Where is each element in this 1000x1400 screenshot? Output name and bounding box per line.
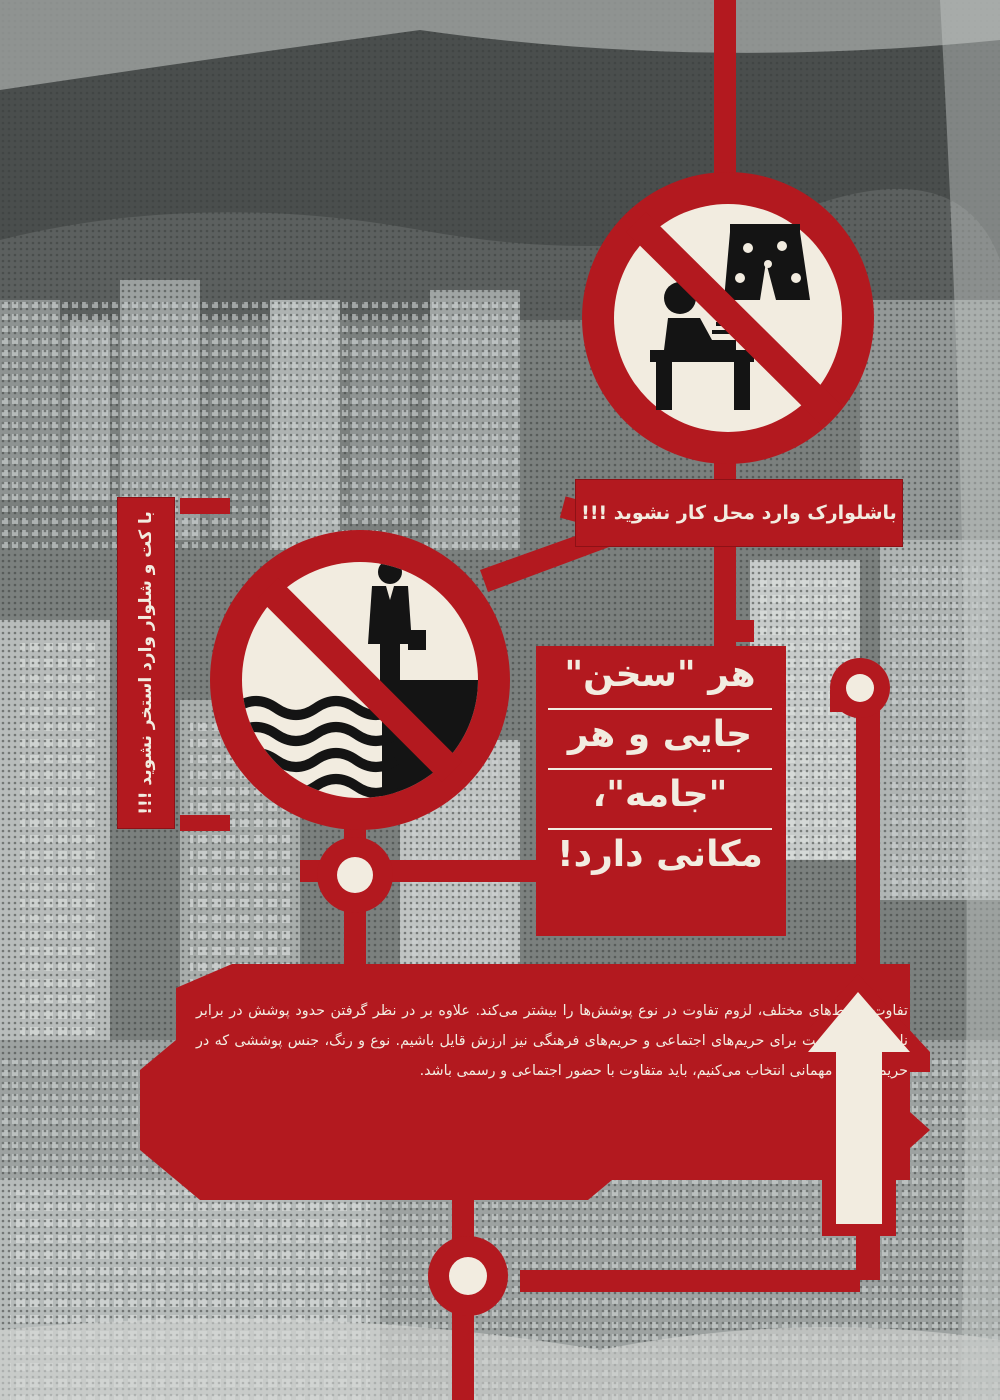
no-suit-at-pool-label bbox=[118, 498, 174, 828]
headline-line-4: مکانی دارد! bbox=[557, 834, 763, 875]
no-suit-at-pool-label-text: با کت و شلوار وارد استخر نشوید !!! bbox=[136, 511, 156, 815]
headline-line-3: "جامه"، bbox=[548, 770, 772, 830]
headline-line-1: هر "سخن" bbox=[548, 650, 772, 710]
headline bbox=[540, 650, 780, 932]
no-shorts-at-office-sign bbox=[582, 172, 874, 464]
no-shorts-at-work-label: باشلوارک وارد محل کار نشوید !!! bbox=[576, 480, 902, 546]
headline-line-2: جایی و هر bbox=[548, 710, 772, 770]
body-paragraph: تفاوت محیط‌های مختلف، لزوم تفاوت در نوع پوشش‌ها را بیشتر می‌کند. علاوه بر در نظر گرفتن حدود پوشش در برابر نامحرم می‌بایست برای حریم‌های اجتماعی و حریم‌های فرهنگی نیز ارزش قایل باشیم. نوع و رنگ، جنس پوششی که در حریم خانه و مهمانی انتخاب می‌کنیم، باید متفاوت با حضور اجتماعی و رسمی باشد. bbox=[196, 1003, 908, 1079]
